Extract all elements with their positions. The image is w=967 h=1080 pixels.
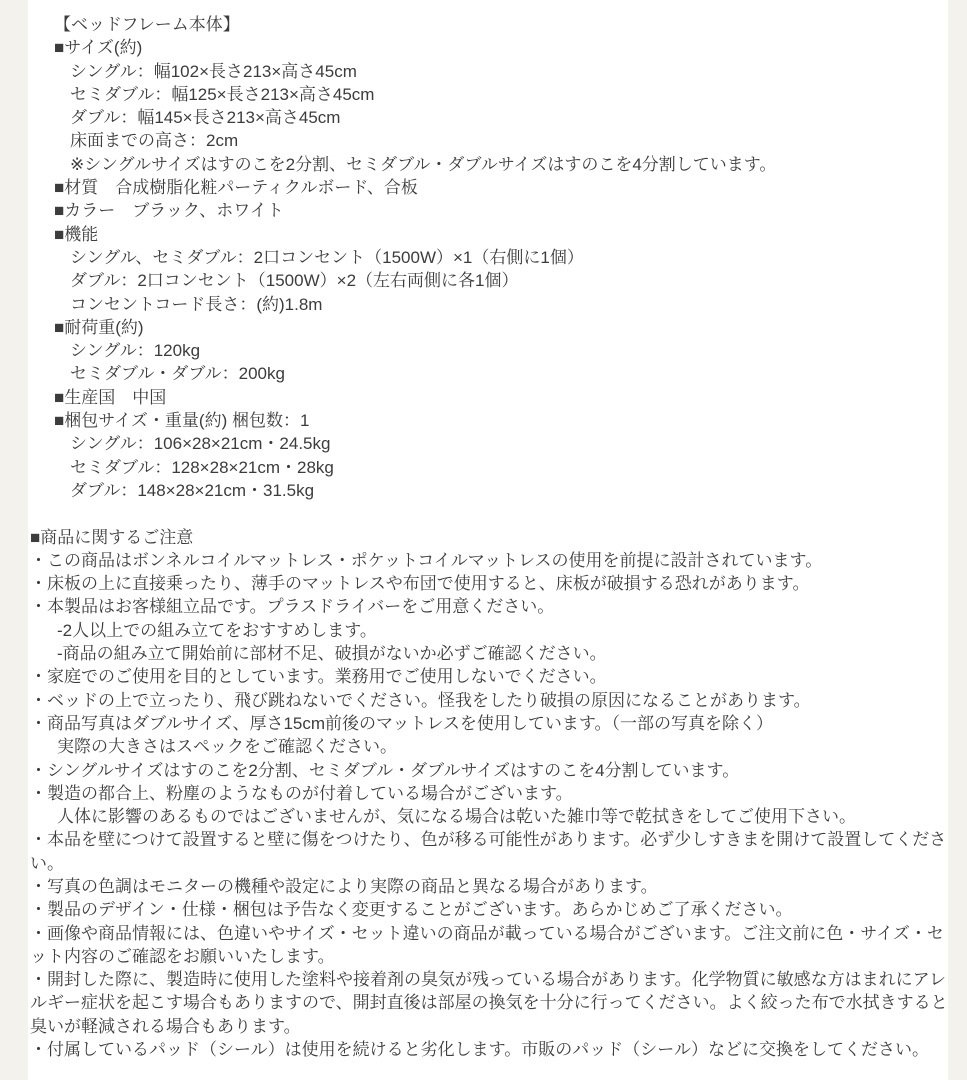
- spec-line-single-size: シングル：幅102×長さ213×高さ45cm: [70, 61, 357, 81]
- spec-line-outlet-double: ダブル：2口コンセント（1500W）×2（左右両側に各1個）: [70, 271, 519, 291]
- spec-title: 【ベッドフレーム本体】: [54, 15, 240, 34]
- note-item-monitor-color: ・写真の色調はモニターの機種や設定により実際の商品と異なる場合があります。: [30, 876, 658, 896]
- note-item-image-variation: ・画像や商品情報には、色違いやサイズ・セット違いの商品が載っている場合がございます。ご注文前に色・サイズ・セット内容のご確認をお願いいたします。: [30, 923, 944, 966]
- note-item-dust: ・製造の都合上、粉塵のようなものが付着している場合がございます。: [30, 783, 573, 803]
- note-item-pad-seal: ・付属しているパッド（シール）は使用を続けると劣化します。市販のパッド（シール）などに交換をしてください。: [30, 1040, 929, 1060]
- spec-line-outlet-single: シングル、セミダブル：2口コンセント（1500W）×1（右側に1個）: [70, 247, 584, 267]
- spec-line-package-double: ダブル：148×28×21cm・31.5kg: [70, 480, 315, 500]
- note-item-wall-gap: ・本品を壁につけて設置すると壁に傷をつけたり、色が移る可能性があります。必ず少しすきまを開けて設置してください。: [30, 830, 947, 873]
- note-item-mattress-design: ・この商品はボンネルコイルマットレス・ポケットコイルマットレスの使用を前提に設計されています。: [30, 550, 823, 570]
- spec-line-load-single: シングル：120kg: [70, 341, 201, 361]
- spec-line-floor-height: 床面までの高さ：2cm: [70, 131, 239, 151]
- note-item-dust-wipe: 人体に影響のあるものではございませんが、気になる場合は乾いた雑巾等で乾拭きをしてご使用下さい。: [57, 807, 856, 827]
- spec-line-double-size: ダブル：幅145×長さ213×高さ45cm: [70, 108, 341, 128]
- spec-line-package-semidouble: セミダブル：128×28×21cm・28kg: [70, 457, 334, 477]
- spec-line-slat-note: ※シングルサイズはすのこを2分割、セミダブル・ダブルサイズはすのこを4分割しています。: [70, 154, 777, 174]
- note-item-no-jumping: ・ベッドの上で立ったり、飛び跳ねないでください。怪我をしたり破損の原因になることがあります。: [30, 690, 811, 710]
- spec-line-load-double: セミダブル・ダブル：200kg: [70, 364, 285, 384]
- product-description-panel: [28, 0, 948, 1080]
- spec-section-header-color: ■カラー ブラック、ホワイト: [54, 201, 284, 221]
- spec-line-package-single: シングル：106×28×21cm・24.5kg: [70, 434, 331, 454]
- note-item-design-change: ・製品のデザイン・仕様・梱包は予告なく変更することがございます。あらかじめご了承ください。: [30, 900, 793, 920]
- note-item-assembly-two-people: -2人以上での組み立てをおすすめします。: [57, 620, 377, 640]
- note-item-slat-damage: ・床板の上に直接乗ったり、薄手のマットレスや布団で使用すると、床板が破損する恐れがあります。: [30, 574, 810, 594]
- spec-section-header-function: ■機能: [54, 224, 99, 244]
- note-item-check-spec: 実際の大きさはスペックをご確認ください。: [57, 737, 397, 757]
- notes-header: ■商品に関するご注意: [30, 527, 194, 547]
- note-item-assembly: ・本製品はお客様組立品です。プラスドライバーをご用意ください。: [30, 597, 555, 617]
- note-item-slat-split: ・シングルサイズはすのこを2分割、セミダブル・ダブルサイズはすのこを4分割しています。: [30, 760, 740, 780]
- spec-section-header-size: ■サイズ(約): [54, 38, 143, 58]
- spec-block: [30, 36, 948, 502]
- spec-section-header-load: ■耐荷重(約): [54, 317, 144, 337]
- note-item-photo-mattress: ・商品写真はダブルサイズ、厚さ15cm前後のマットレスを使用しています。（一部の写真を除く）: [30, 713, 773, 733]
- spec-line-cord-length: コンセントコード長さ：(約)1.8m: [70, 294, 323, 314]
- note-item-home-use: ・家庭でのご使用を目的としています。業務用でご使用しないでください。: [30, 667, 607, 687]
- spec-section-header-material: ■材質 合成樹脂化粧パーティクルボード、合板: [54, 178, 418, 198]
- note-item-assembly-check-parts: -商品の組み立て開始前に部材不足、破損がないか必ずご確認ください。: [57, 644, 607, 664]
- spec-section-header-origin: ■生産国 中国: [54, 387, 167, 407]
- note-item-odor: ・開封した際に、製造時に使用した塗料や接着剤の臭気が残っている場合があります。化学物質に敏感な方はまれにアレルギー症状を起こす場合もありますので、開封直後は部屋の換気を十分に行ってください。よく絞った布で水拭きすると臭いが軽減される場合もあります。: [30, 970, 948, 1036]
- spec-section-header-package: ■梱包サイズ・重量(約) 梱包数：1: [54, 411, 310, 431]
- spec-line-semidouble-size: セミダブル：幅125×長さ213×高さ45cm: [70, 84, 375, 104]
- notes-block: [30, 526, 948, 1062]
